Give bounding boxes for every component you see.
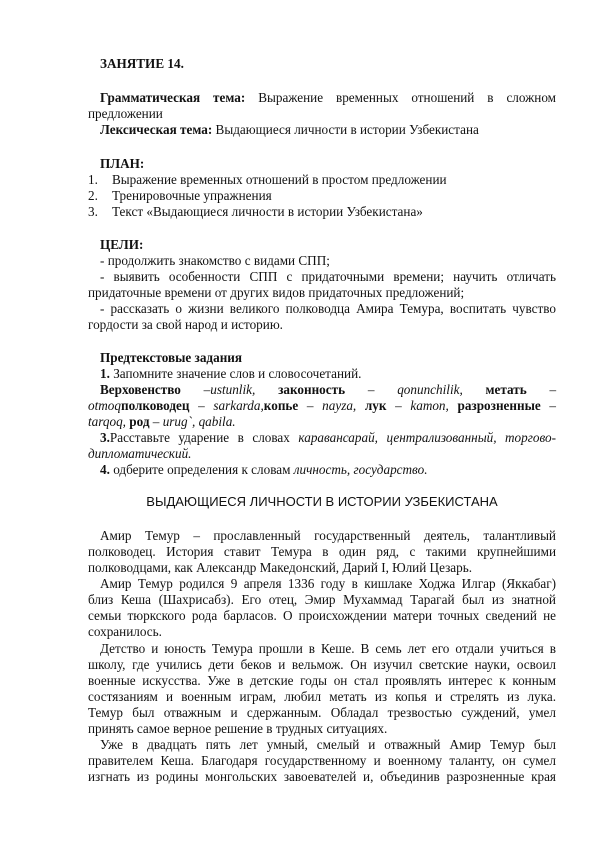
goals-heading: ЦЕЛИ: (100, 237, 144, 252)
plan-item (88, 204, 556, 220)
task-3-number: 3. (100, 430, 110, 445)
plan-item-number: 3. (88, 204, 98, 219)
goals-line: придаточные времени от других видов придаточных предложений; (88, 285, 465, 300)
task-4-words: личность, государство. (293, 462, 428, 477)
vocab-line-3 (88, 414, 556, 430)
paragraph-line: Уже в двадцать пять лет умный, смелый и отважный Амир Темур был (100, 737, 556, 752)
paragraph-line: полководцами, как Александр Македонский, Дарий I, Юлий Цезарь. (88, 560, 473, 575)
vocab-word: полководец (120, 398, 190, 413)
vocab-translation: – sarkarda, (198, 398, 264, 413)
paragraph-line: Амир Темур – прославленный государственный деятель, талантливый (100, 528, 556, 543)
plan-item-number: 1. (88, 172, 98, 187)
grammar-topic-text: Выражение временных отношений в сложном (258, 90, 557, 105)
grammar-topic-line-1 (100, 90, 556, 106)
grammar-topic-line-2: предложении (88, 106, 163, 121)
grammar-topic-label: Грамматическая тема: (100, 90, 246, 105)
goals-line: гордости за свой народ и историю. (88, 317, 283, 332)
paragraph-line: Амир Темур родился 9 апреля 1336 году в кишлаке Ходжа Илгар (Яккабаг) (100, 576, 556, 591)
task-1 (100, 366, 556, 382)
paragraph-line: сохранилось. (88, 624, 162, 639)
task-4 (100, 462, 556, 478)
goals-line: - рассказать о жизни великого полководца Амира Темура, воспитать чувство (100, 301, 556, 316)
goals-line: - продолжить знакомство с видами СПП; (100, 253, 330, 268)
vocab-translation: – urug`, qabila. (152, 414, 236, 429)
task-3-continued: дипломатический. (88, 446, 192, 461)
paragraph-line: полководец. История ставит Темура в один ряд, с такими крупнейшими (88, 544, 556, 559)
task-3-words: каравансарай, централизованный, торгово- (298, 430, 557, 445)
paragraph-line: школу, где учились дети беков и вельмож. Он изучил светские науки, освоил (88, 657, 556, 672)
vocab-word: Верховенство (100, 382, 181, 397)
vocab-translation: –ustunlik, (203, 382, 256, 397)
plan-item-text: Выражение временных отношений в простом предложении (112, 172, 447, 187)
paragraph-line: военные искусства. Уже в детские годы он стал проявлять интерес к конным (88, 673, 556, 688)
vocab-line-2 (88, 398, 556, 414)
plan-item-text: Тренировочные упражнения (112, 188, 272, 203)
vocab-translation: qonunchilik, (397, 382, 463, 397)
lesson-title: ЗАНЯТИЕ 14. (100, 56, 184, 71)
goals-line: - выявить особенности СПП с придаточными времени; научить отличать (100, 269, 556, 284)
paragraph-line: семьи тюркского рода барласов. О происхождении матери точных сведений не (88, 608, 556, 623)
paragraph-line: принять самое верное решение в трудных ситуациях. (88, 721, 388, 736)
task-4-number: 4. (100, 462, 110, 477)
task-4-text: одберите определения к словам (113, 462, 291, 477)
task-1-text: Запомните значение слов и словосочетаний. (113, 366, 362, 381)
plan-item (88, 188, 556, 204)
task-3-text: Расставьте ударение в словах (109, 430, 290, 445)
plan-item-number: 2. (88, 188, 98, 203)
paragraph-line: близ Кеша (Шахрисабз). Его отец, Эмир Мухаммад Тарагай был из знатной (88, 592, 556, 607)
vocab-word: род (129, 414, 150, 429)
vocab-translation: tarqoq, (88, 414, 126, 429)
paragraph-line: состязаниям и военным играм, любил метать из копья и стрелять из лука. (88, 689, 556, 704)
vocab-word: законность (278, 382, 346, 397)
vocab-word: разрозненные (457, 398, 541, 413)
paragraph-line: изгнать из родины монгольских завоевателей и, объединив разрозненные края (88, 769, 556, 784)
lexical-topic-label: Лексическая тема: (100, 122, 213, 137)
paragraph-line: правителем Кеша. Благодаря государственному и военному таланту, он сумел (88, 753, 556, 768)
vocab-word: лук (364, 398, 387, 413)
plan-item (88, 172, 556, 188)
vocab-line-1 (100, 382, 556, 398)
plan-item-text: Текст «Выдающиеся личности в истории Узбекистана» (112, 204, 423, 219)
task-1-number: 1. (100, 366, 110, 381)
vocab-dash: – (549, 382, 557, 397)
vocab-word: метать (485, 382, 527, 397)
vocab-dash: – (549, 398, 556, 413)
plan-heading: ПЛАН: (100, 156, 145, 171)
pretext-heading: Предтекстовые задания (100, 350, 243, 365)
vocab-translation: otmoq (88, 398, 121, 413)
paragraph-line: Детство и юность Темура прошли в Кеше. В семь лет его отдали учиться в (100, 641, 556, 656)
lexical-topic-line (100, 122, 556, 138)
vocab-translation: – kamon, (395, 398, 449, 413)
vocab-translation: – nayza, (306, 398, 357, 413)
vocab-dash: – (367, 382, 375, 397)
text-title: ВЫДАЮЩИЕСЯ ЛИЧНОСТИ В ИСТОРИИ УЗБЕКИСТАНА (146, 494, 498, 509)
task-3 (100, 430, 556, 446)
paragraph-line: Темур был отважным и сдержанным. Обладал трезвостью суждений, умел (88, 705, 556, 720)
lexical-topic-text: Выдающиеся личности в истории Узбекистана (215, 122, 479, 137)
vocab-word: копье (263, 398, 299, 413)
